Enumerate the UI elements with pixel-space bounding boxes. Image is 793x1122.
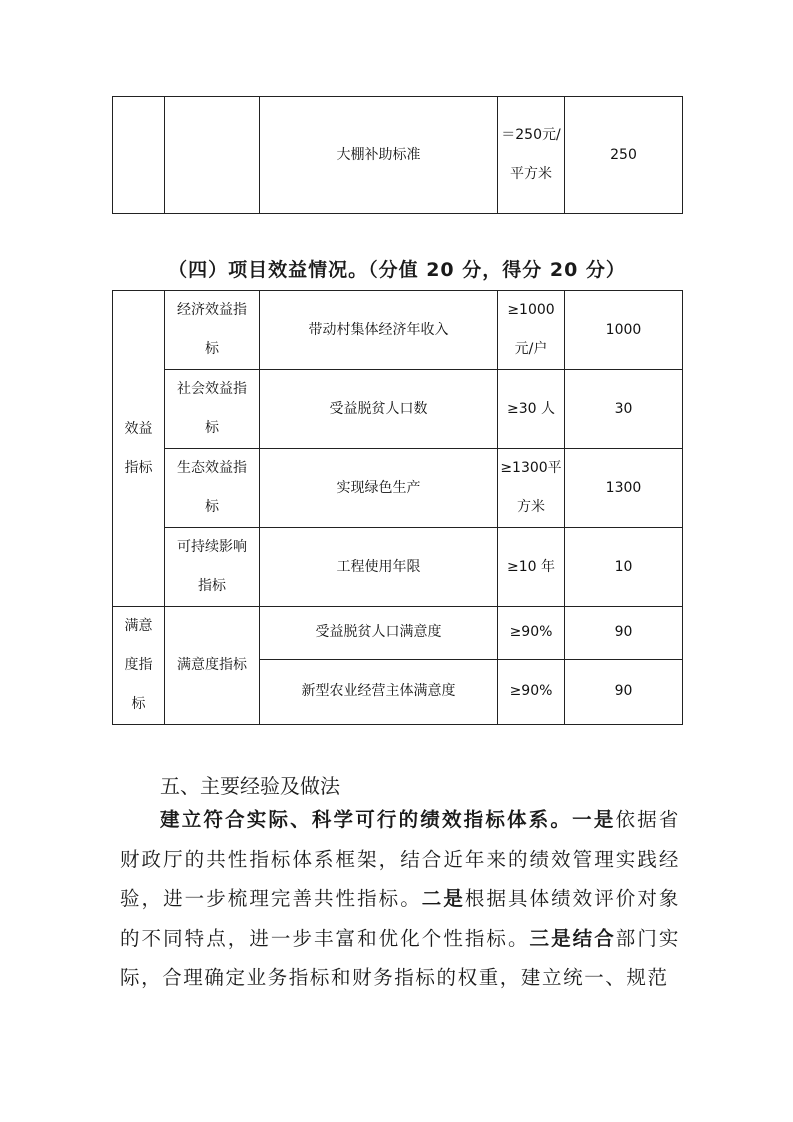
actual-cell: 1300 — [565, 449, 683, 528]
category-label: 生态效益指标 — [177, 460, 247, 515]
group-cell — [113, 291, 165, 607]
benefit-table — [112, 290, 683, 725]
table-row — [113, 607, 683, 660]
indicator-cell: 带动村集体经济年收入 — [260, 291, 498, 370]
target-cell — [498, 449, 565, 528]
empty-cell — [113, 97, 165, 214]
table-row — [113, 291, 683, 370]
target-cell: ≥90% — [498, 607, 565, 660]
group-cell — [113, 607, 165, 725]
paragraph-text: 根据具体绩效评价对象的不同特点，进一步丰富和优化个性指标。 — [120, 887, 681, 950]
target-cell: ≥30 人 — [498, 370, 565, 449]
table-row — [113, 370, 683, 449]
section-title: （四）项目效益情况。（分值 20 分，得分 20 分） — [168, 259, 626, 281]
table-row — [113, 97, 683, 214]
actual-cell: 1000 — [565, 291, 683, 370]
table-row — [113, 528, 683, 607]
bold-marker: 一是 — [572, 808, 616, 831]
body-paragraph — [120, 800, 680, 998]
indicator-cell: 大棚补助标准 — [260, 97, 498, 214]
group-label: 效益指标 — [124, 420, 153, 476]
category-cell — [165, 370, 260, 449]
target-value: ≥1000元/户 — [507, 302, 555, 357]
target-cell: ≥10 年 — [498, 528, 565, 607]
empty-cell — [165, 97, 260, 214]
bold-marker: 二是 — [421, 887, 465, 910]
actual-cell: 90 — [565, 659, 683, 724]
target-cell — [498, 97, 565, 214]
target-value: ≥1300平方米 — [500, 460, 562, 515]
group-label: 满意度指标 — [124, 618, 153, 712]
category-cell: 满意度指标 — [165, 607, 260, 725]
category-label: 社会效益指标 — [177, 381, 247, 436]
bold-marker: 三是结合 — [529, 926, 616, 950]
paragraph-text: 依据省财政厅的共性指标体系框架，结合近年来的绩效管理实践经验，进一步梳理完善共性指标。 — [120, 808, 680, 910]
target-value: ＝250元/平方米 — [501, 127, 561, 182]
indicator-cell: 实现绿色生产 — [260, 449, 498, 528]
category-cell — [165, 528, 260, 607]
subsidy-table — [112, 96, 683, 214]
actual-cell: 250 — [565, 97, 683, 214]
category-label: 可持续影响指标 — [177, 539, 247, 594]
target-cell: ≥90% — [498, 659, 565, 724]
target-cell — [498, 291, 565, 370]
table-row — [113, 449, 683, 528]
actual-cell: 10 — [565, 528, 683, 607]
section-heading: 五、主要经验及做法 — [160, 774, 340, 798]
category-cell — [165, 449, 260, 528]
indicator-cell: 受益脱贫人口数 — [260, 370, 498, 449]
actual-cell: 30 — [565, 370, 683, 449]
paragraph-text: 部门实际，合理确定业务指标和财务指标的权重，建立统一、规范 — [120, 926, 680, 989]
category-label: 经济效益指标 — [177, 302, 247, 357]
indicator-cell: 受益脱贫人口满意度 — [260, 607, 498, 660]
category-cell — [165, 291, 260, 370]
indicator-cell: 新型农业经营主体满意度 — [260, 659, 498, 724]
indicator-cell: 工程使用年限 — [260, 528, 498, 607]
actual-cell: 90 — [565, 607, 683, 660]
bold-lead: 建立符合实际、科学可行的绩效指标体系。 — [160, 808, 573, 831]
